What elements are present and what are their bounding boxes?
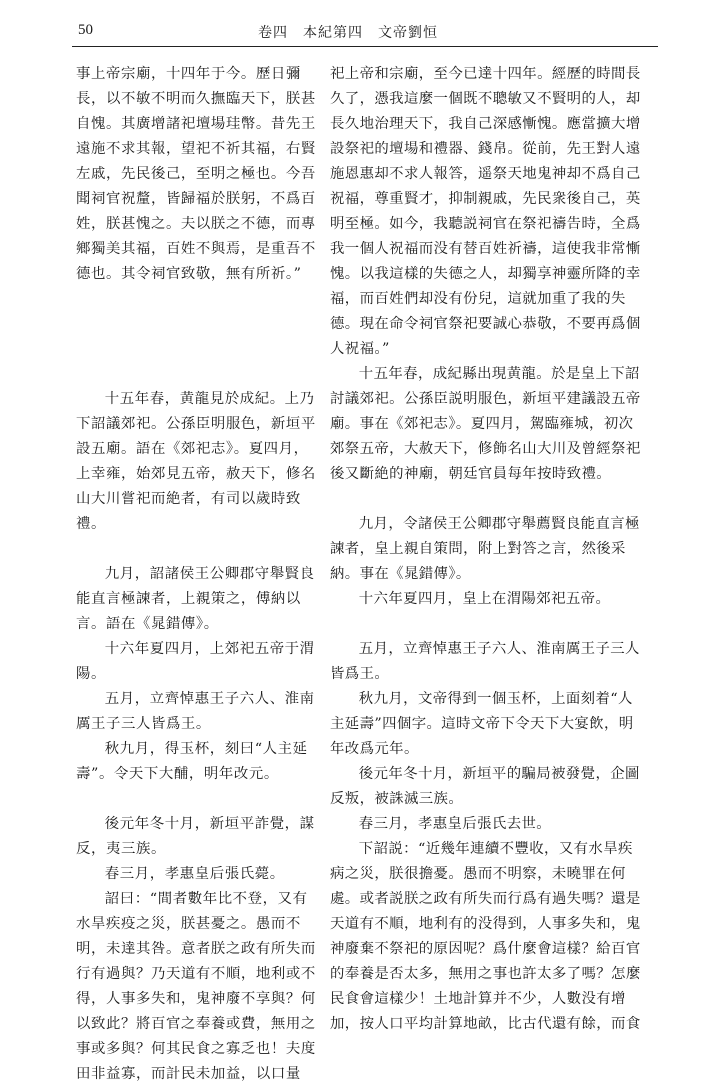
- text-line: 明，未達其咎。意者朕之政有所失而: [76, 941, 316, 957]
- text-line: 陽。: [76, 666, 106, 682]
- text-line: 愧。以我這樣的失德之人，却獨享神靈所降的幸: [330, 266, 641, 282]
- text-line: 言。語在《晁錯傳》。: [76, 616, 219, 632]
- spacer: [76, 287, 316, 387]
- text-line: 九月，令諸侯王公卿郡守舉薦賢良能直言極: [358, 516, 640, 532]
- text-line: 祝福，尊重賢才，抑制親戚，先民衆後自己，英: [330, 191, 641, 207]
- text-line: 德也。其令祠官致敬，無有所祈。”: [76, 266, 302, 282]
- paragraph: [330, 812, 658, 837]
- text-line: 諫者，皇上親自策問，附上對答之言，然後采: [330, 541, 626, 557]
- text-line: 得，人事多失和，鬼神廢不享與？何: [76, 991, 316, 1007]
- text-line: 秋九月，得玉杯，刻曰“人主延: [104, 741, 308, 757]
- paragraph: [76, 637, 316, 687]
- text-line: 行有過與？乃天道有不順，地利或不: [76, 966, 316, 982]
- text-line: 事上帝宗廟，十四年于今。歷日彌: [76, 66, 301, 82]
- text-line: 反，夷三族。: [76, 841, 166, 857]
- text-line: 五月，立齊悼惠王子六人、淮南厲王子三人: [358, 641, 640, 657]
- text-line: 主延壽”四個字。這時文帝下令天下大宴飲，明: [330, 716, 634, 732]
- text-line: 聞祠官祝釐，皆歸福於朕躬，不爲百: [76, 191, 316, 207]
- paragraph: [330, 62, 658, 362]
- text-line: 納。事在《晁錯傳》。: [330, 566, 471, 582]
- text-line: 春三月，孝惠皇后張氏去世。: [358, 816, 552, 832]
- text-line: 十六年夏四月，上郊祀五帝于渭: [104, 641, 315, 657]
- text-line: 天道有不順，地利有的没得到，人事多失和，鬼: [330, 916, 641, 932]
- text-line: 的奉養是否太多，無用之事也許太多了嗎？怎麼: [330, 966, 641, 982]
- paragraph: [76, 562, 316, 637]
- text-line: 下詔説：“近幾年連續不豐收，又有水旱疾: [358, 841, 633, 857]
- text-line: 德。現在命令祠官祭祀要誠心恭敬，不要再爲個: [330, 316, 641, 332]
- translation-column: [330, 62, 658, 1037]
- spacer: [330, 487, 658, 512]
- page-number: 50: [78, 22, 93, 38]
- paragraph: [76, 812, 316, 862]
- paragraph: [76, 387, 316, 537]
- text-line: 左戚，先民後己，至明之極也。今吾: [76, 166, 316, 182]
- paragraph: [76, 687, 316, 737]
- text-line: 討議郊祀。公孫臣説明服色，新垣平建議設五帝: [330, 391, 641, 407]
- text-line: 反叛，被誅滅三族。: [330, 791, 464, 807]
- text-line: 明至極。如今，我聽説祠官在祭祀禱告時，全爲: [330, 216, 641, 232]
- text-line: 神廢棄不祭祀的原因呢？爲什麼會這樣？給百官: [330, 941, 641, 957]
- text-line: 山大川嘗祀而絶者，有司以歲時致: [76, 491, 301, 507]
- text-line: 設祭祀的壇場和禮器、錢帛。從前，先王對人遠: [330, 141, 641, 157]
- text-line: 後元年冬十月，新垣平的騙局被發覺，企圖: [358, 766, 640, 782]
- text-line: 皆爲王。: [330, 666, 390, 682]
- text-line: 以致此？將百官之奉養或費，無用之: [76, 1016, 316, 1032]
- text-line: 祀上帝和宗廟，至今已達十四年。經歷的時間長: [330, 66, 641, 82]
- text-line: 廟。事在《郊祀志》。夏四月，駕臨雍城，初次: [330, 416, 634, 432]
- text-line: 上幸雍，始郊見五帝，赦天下，修名: [76, 466, 316, 482]
- text-line: 春三月，孝惠皇后張氏薨。: [104, 866, 285, 882]
- header-rule: [72, 46, 658, 47]
- spacer: [76, 537, 316, 562]
- text-line: 詔曰：“間者數年比不登，又有: [104, 891, 308, 907]
- text-line: 病之災，朕很擔憂。愚而不明察，未曉罪在何: [330, 866, 626, 882]
- paragraph: [330, 762, 658, 812]
- text-line: 設五廟。語在《郊祀志》。夏四月，: [76, 441, 309, 457]
- text-line: 禮。: [76, 516, 106, 532]
- paragraph: [76, 737, 316, 787]
- text-line: 民食會這樣少！土地計算并不少，人數没有增: [330, 991, 626, 1007]
- text-line: 後又斷絶的神廟，朝廷官員每年按時致禮。: [330, 466, 612, 482]
- text-line: 人祝福。”: [330, 341, 390, 357]
- paragraph: [330, 637, 658, 687]
- paragraph: [76, 887, 316, 1087]
- text-line: 十五年春，黄龍見於成紀。上乃: [104, 391, 315, 407]
- paragraph: [330, 837, 658, 1037]
- text-line: 施恩惠却不求人報答，遥祭天地鬼神却不爲自己: [330, 166, 641, 182]
- text-line: 十五年春，成紀縣出現黄龍。於是皇上下詔: [358, 366, 640, 382]
- text-line: 遠施不求其報，望祀不祈其福，右賢: [76, 141, 316, 157]
- text-line: 長久地治理天下，我自己深感慚愧。應當擴大增: [330, 116, 641, 132]
- text-line: 久了，憑我這麼一個既不聰敏又不賢明的人，却: [330, 91, 641, 107]
- text-line: 長，以不敏不明而久撫臨天下，朕甚: [76, 91, 316, 107]
- paragraph: [76, 862, 316, 887]
- paragraph: [76, 62, 316, 287]
- text-line: 田非益寡，而計民未加益，以口量: [76, 1066, 301, 1082]
- text-line: 加，按人口平均計算地畝，比古代還有餘，而食: [330, 1016, 641, 1032]
- spacer: [330, 612, 658, 637]
- running-head: 卷四 本紀第四 文帝劉恒: [258, 25, 438, 41]
- text-line: 厲王子三人皆爲王。: [76, 716, 211, 732]
- paragraph: [330, 587, 658, 612]
- text-line: 五月，立齊悼惠王子六人、淮南: [104, 691, 315, 707]
- text-line: 下詔議郊祀。公孫臣明服色，新垣平: [76, 416, 316, 432]
- text-line: 九月，詔諸侯王公卿郡守舉賢良: [104, 566, 315, 582]
- text-line: 福，而百姓們却没有份兒，這就加重了我的失: [330, 291, 626, 307]
- text-line: 秋九月，文帝得到一個玉杯，上面刻着“人: [358, 691, 633, 707]
- text-line: 十六年夏四月，皇上在渭陽郊祀五帝。: [358, 591, 611, 607]
- paragraph: [330, 512, 658, 587]
- classical-text-column: [76, 62, 316, 1087]
- text-line: 我一個人祝福而没有替百姓祈禱，這使我非常慚: [330, 241, 641, 257]
- paragraph: [330, 687, 658, 762]
- text-line: 後元年冬十月，新垣平詐覺，謀: [104, 816, 315, 832]
- paragraph: [330, 362, 658, 487]
- text-line: 水旱疾疫之災，朕甚憂之。愚而不: [76, 916, 301, 932]
- spacer: [76, 787, 316, 812]
- text-line: 郊祭五帝，大赦天下，修飾名山大川及曾經祭祀: [330, 441, 641, 457]
- text-line: 壽”。令天下大酺，明年改元。: [76, 766, 279, 782]
- text-line: 能直言極諫者，上親策之，傅納以: [76, 591, 301, 607]
- text-line: 事或多與？何其民食之寡乏也！夫度: [76, 1041, 316, 1057]
- text-line: 姓，朕甚愧之。夫以朕之不德，而專: [76, 216, 316, 232]
- text-line: 鄉獨美其福，百姓不與焉，是重吾不: [76, 241, 316, 257]
- text-line: 處。或者説朕之政有所失而行爲有過失嗎？還是: [330, 891, 641, 907]
- text-line: 年改爲元年。: [330, 741, 419, 757]
- text-line: 自愧。其廣增諸祀壇場珪幣。昔先王: [76, 116, 316, 132]
